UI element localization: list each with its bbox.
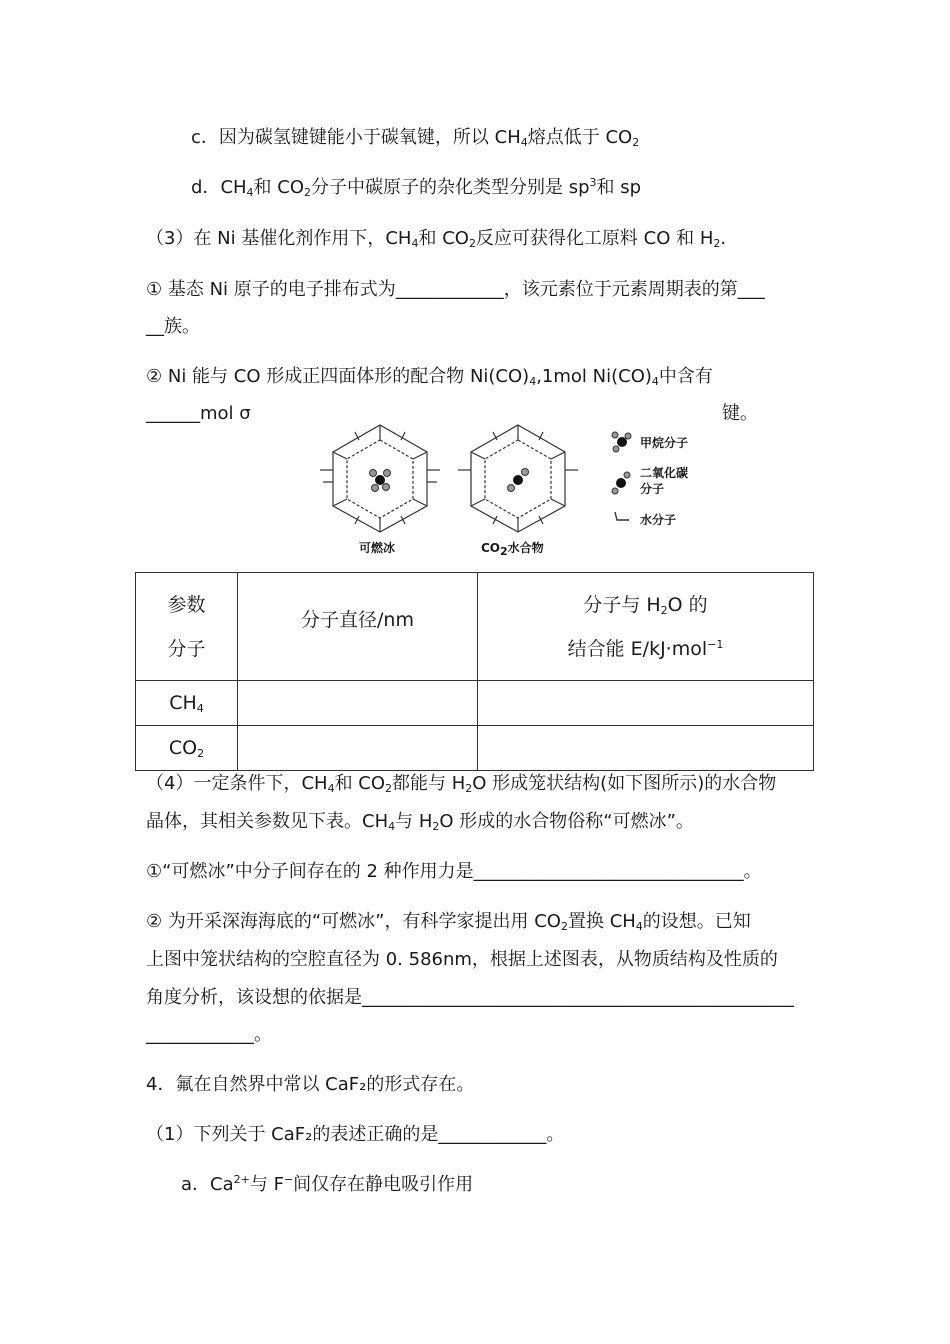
table-row: [136, 681, 814, 726]
row-co2-name: $CO_2$: [136, 726, 238, 771]
parameter-table: [135, 572, 814, 771]
part3-q2-line2-left: ______mol σ: [146, 403, 251, 424]
part3-q1-line1: ① 基态 Ni 原子的电子排布式为____________，该元素位于元素周期表的第___: [146, 279, 765, 300]
part4-q2-line2: 上图中笼状结构的空腔直径为 0. 586nm，根据上述图表，从物质结构及性质的: [146, 949, 778, 970]
q4-option-a: a．$Ca^{2+}$与 F−间仅存在静电吸引作用: [181, 1173, 474, 1195]
header-binding-energy: 分子与 $H_2O$ 的 结合能 E/kJ·mol$^{-1}$: [478, 573, 814, 681]
table-row: [136, 726, 814, 771]
q4-title: 4．氟在自然界中常以 CaF₂的形式存在。: [146, 1074, 475, 1095]
option-d: d．$CH_4$和 $CO_2$分子中碳原子的杂化类型分别是 $sp^3$和 sp: [191, 176, 642, 199]
header-diameter: 分子直径/nm: [238, 573, 478, 681]
hydrate-figure: [315, 420, 715, 562]
part3-q2-line1: ② Ni 能与 CO 形成正四面体形的配合物 $Ni(CO)_4,1mol$ $Ni(CO)_4$中含有: [146, 366, 713, 388]
legend-water-icon: [615, 512, 629, 520]
part4-q2-line1: ② 为开采深海海底的“可燃冰”，有科学家提出用 $CO_2$置换 $CH_4$的设想。已知: [146, 911, 751, 933]
caption-combustible-ice: 可燃冰: [359, 541, 396, 555]
part4-line2: 晶体，其相关参数见下表。$CH_4$与 $H_2O$ 形成的水合物俗称“可燃冰”。: [146, 811, 694, 833]
co2-molecule-in-cage: [508, 469, 529, 492]
legend-co2-label-1: 二氧化碳: [640, 466, 689, 480]
part4-q2-line4: ____________。: [146, 1024, 272, 1045]
q4-part1: （1）下列关于 CaF₂的表述正确的是____________。: [146, 1124, 565, 1145]
corner-cell: 参数 分子: [136, 573, 238, 681]
legend-methane-icon: [612, 432, 631, 452]
legend-co2-label-2: 分子: [640, 482, 665, 496]
part3-q1-line2: __族。: [146, 316, 200, 337]
legend-methane-label: 甲烷分子: [640, 436, 689, 450]
table-header-row: [136, 573, 814, 681]
part4-q2-line3: 角度分析，该设想的依据是________________________________________________: [146, 987, 794, 1008]
row-co2-diameter: [238, 726, 478, 771]
row-co2-energy: [478, 726, 814, 771]
row-ch4-diameter: [238, 681, 478, 726]
legend-co2-icon: [612, 472, 630, 494]
option-c: c．因为碳氢键键能小于碳氧键，所以 $CH_4$熔点低于 $CO_2$: [191, 127, 640, 149]
legend-water-label: 水分子: [640, 513, 677, 527]
methane-molecule-in-cage: [370, 470, 391, 492]
row-ch4-name: $CH_4$: [136, 681, 238, 726]
caption-co2-hydrate: $CO_2$水合物: [481, 541, 544, 558]
row-ch4-energy: [478, 681, 814, 726]
part3-q2-line2-right: 键。: [722, 403, 758, 424]
part3-intro: （3）在 Ni 基催化剂作用下，$CH_4$和 $CO_2$反应可获得化工原料 CO 和 $H_2$.: [146, 228, 727, 250]
part4-q1: ①“可燃冰”中分子间存在的 2 种作用力是______________________________。: [146, 861, 762, 882]
part4-line1: （4）一定条件下，$CH_4$和 $CO_2$都能与 $H_2O$ 形成笼状结构(如下图所示)的水合物: [146, 773, 777, 795]
